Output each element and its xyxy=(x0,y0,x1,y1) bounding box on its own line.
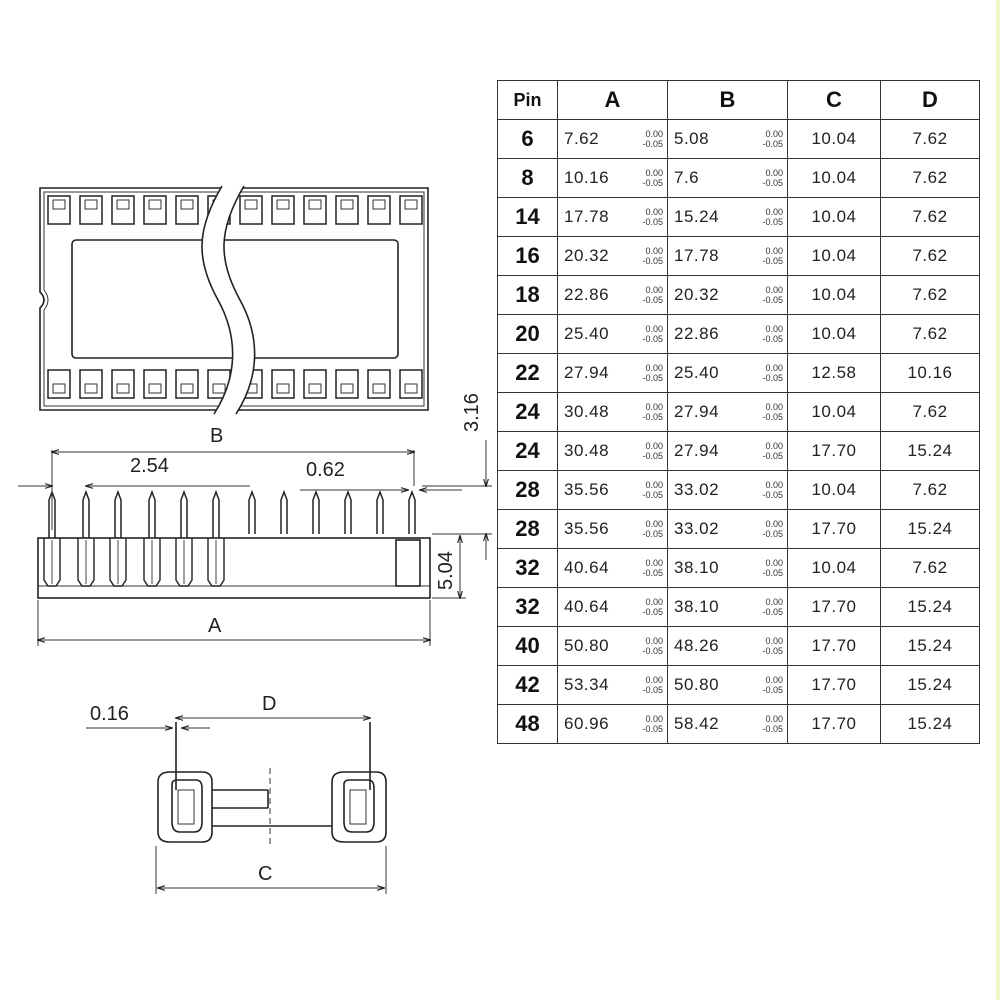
tolerance-lower: -0.05 xyxy=(762,217,783,227)
value-b: 5.08 xyxy=(674,129,710,148)
tolerance-upper: 0.00 xyxy=(645,558,663,568)
cell-d: 15.24 xyxy=(881,588,980,627)
tolerance-upper: 0.00 xyxy=(765,129,783,139)
table-row xyxy=(498,627,980,666)
cell-c: 10.04 xyxy=(788,549,881,588)
tolerance xyxy=(642,285,663,305)
tolerance xyxy=(642,597,663,617)
tolerance-lower: -0.05 xyxy=(642,490,663,500)
dimension-table xyxy=(497,80,980,744)
value-b: 38.10 xyxy=(674,597,720,616)
cell-d: 15.24 xyxy=(881,666,980,705)
tolerance-upper: 0.00 xyxy=(645,129,663,139)
value-b: 50.80 xyxy=(674,675,720,694)
value-a: 35.56 xyxy=(564,519,610,538)
side-body xyxy=(38,538,430,598)
tolerance-lower: -0.05 xyxy=(642,529,663,539)
pin-lead xyxy=(83,492,89,538)
contact-hole xyxy=(341,200,353,209)
tolerance-upper: 0.00 xyxy=(645,363,663,373)
cell-pin: 8 xyxy=(498,159,558,198)
tolerance-upper: 0.00 xyxy=(645,714,663,724)
value-a: 7.62 xyxy=(564,129,600,148)
cell-b xyxy=(668,549,788,588)
tolerance-lower: -0.05 xyxy=(762,607,783,617)
tolerance-lower: -0.05 xyxy=(762,256,783,266)
contact-hole xyxy=(85,384,97,393)
contact-hole xyxy=(149,200,161,209)
value-a: 30.48 xyxy=(564,441,610,460)
value-a: 40.64 xyxy=(564,558,610,577)
tolerance xyxy=(642,675,663,695)
tolerance-upper: 0.00 xyxy=(645,246,663,256)
cell-a xyxy=(558,666,668,705)
value-b: 22.86 xyxy=(674,324,720,343)
tolerance xyxy=(642,402,663,422)
value-b: 27.94 xyxy=(674,402,720,421)
tolerance xyxy=(762,441,783,461)
value-a: 35.56 xyxy=(564,480,610,499)
cell-d: 7.62 xyxy=(881,237,980,276)
contact-hole xyxy=(181,200,193,209)
tolerance xyxy=(642,207,663,227)
cell-d: 10.16 xyxy=(881,354,980,393)
table-row xyxy=(498,354,980,393)
tolerance-upper: 0.00 xyxy=(765,636,783,646)
tolerance-lower: -0.05 xyxy=(762,295,783,305)
tolerance xyxy=(762,402,783,422)
value-a: 60.96 xyxy=(564,714,610,733)
tolerance xyxy=(642,246,663,266)
contact-hole xyxy=(117,200,129,209)
cell-pin: 6 xyxy=(498,120,558,159)
cell-a xyxy=(558,510,668,549)
header-b: B xyxy=(668,81,788,120)
table-row xyxy=(498,549,980,588)
table-row xyxy=(498,510,980,549)
tolerance xyxy=(762,675,783,695)
table-row xyxy=(498,315,980,354)
cell-pin: 14 xyxy=(498,198,558,237)
tolerance-upper: 0.00 xyxy=(645,519,663,529)
cell-a xyxy=(558,393,668,432)
cell-c: 17.70 xyxy=(788,666,881,705)
tolerance-upper: 0.00 xyxy=(645,324,663,334)
cell-pin: 22 xyxy=(498,354,558,393)
table-row xyxy=(498,471,980,510)
tolerance xyxy=(642,324,663,344)
pin-lead xyxy=(213,492,219,538)
cell-pin: 48 xyxy=(498,705,558,744)
dim-wall-label: 0.16 xyxy=(90,703,129,725)
cell-a xyxy=(558,276,668,315)
cell-d: 7.62 xyxy=(881,276,980,315)
dim-pin-width-label: 0.62 xyxy=(306,459,345,481)
contact-hole xyxy=(341,384,353,393)
tolerance-lower: -0.05 xyxy=(762,373,783,383)
value-b: 58.42 xyxy=(674,714,720,733)
value-b: 17.78 xyxy=(674,246,720,265)
table-row xyxy=(498,432,980,471)
cell-pin: 20 xyxy=(498,315,558,354)
cell-b xyxy=(668,471,788,510)
tolerance-upper: 0.00 xyxy=(765,597,783,607)
value-a: 10.16 xyxy=(564,168,610,187)
contact-hole xyxy=(405,200,417,209)
cell-b xyxy=(668,120,788,159)
tolerance-lower: -0.05 xyxy=(642,334,663,344)
cell-b xyxy=(668,237,788,276)
table-row xyxy=(498,276,980,315)
contact-hole xyxy=(149,384,161,393)
tolerance xyxy=(642,363,663,383)
tolerance-upper: 0.00 xyxy=(765,324,783,334)
cell-a xyxy=(558,237,668,276)
table-body xyxy=(498,120,980,744)
cell-d: 7.62 xyxy=(881,315,980,354)
cell-c: 17.70 xyxy=(788,432,881,471)
value-a: 30.48 xyxy=(564,402,610,421)
value-b: 27.94 xyxy=(674,441,720,460)
cell-d: 7.62 xyxy=(881,120,980,159)
value-b: 25.40 xyxy=(674,363,720,382)
tolerance-upper: 0.00 xyxy=(645,402,663,412)
cell-b xyxy=(668,354,788,393)
tolerance-upper: 0.00 xyxy=(645,597,663,607)
tolerance-upper: 0.00 xyxy=(645,636,663,646)
pin-lead xyxy=(181,492,187,538)
cell-b xyxy=(668,315,788,354)
tolerance-upper: 0.00 xyxy=(765,168,783,178)
cell-c: 10.04 xyxy=(788,393,881,432)
cell-c: 10.04 xyxy=(788,198,881,237)
tolerance xyxy=(642,480,663,500)
tolerance xyxy=(762,519,783,539)
tolerance-lower: -0.05 xyxy=(762,412,783,422)
cell-pin: 32 xyxy=(498,549,558,588)
cell-c: 10.04 xyxy=(788,315,881,354)
tolerance-lower: -0.05 xyxy=(762,178,783,188)
top-view xyxy=(40,186,428,414)
cell-b xyxy=(668,705,788,744)
contact-hole xyxy=(405,384,417,393)
tolerance xyxy=(762,207,783,227)
cell-d: 7.62 xyxy=(881,198,980,237)
tolerance-upper: 0.00 xyxy=(645,207,663,217)
value-a: 50.80 xyxy=(564,636,610,655)
tolerance xyxy=(642,168,663,188)
table-row xyxy=(498,198,980,237)
tolerance-lower: -0.05 xyxy=(642,178,663,188)
cell-d: 15.24 xyxy=(881,627,980,666)
contact-hole xyxy=(373,384,385,393)
table-row xyxy=(498,393,980,432)
tolerance xyxy=(762,168,783,188)
cell-pin: 42 xyxy=(498,666,558,705)
contact-hole xyxy=(181,384,193,393)
tolerance-lower: -0.05 xyxy=(762,646,783,656)
cell-b xyxy=(668,159,788,198)
pin-lead xyxy=(281,492,287,534)
tolerance-upper: 0.00 xyxy=(645,675,663,685)
cell-c: 17.70 xyxy=(788,705,881,744)
cell-a xyxy=(558,120,668,159)
value-a: 22.86 xyxy=(564,285,610,304)
tolerance-upper: 0.00 xyxy=(645,168,663,178)
dim-c-label: C xyxy=(258,863,273,885)
contact-hole xyxy=(85,200,97,209)
tolerance-lower: -0.05 xyxy=(762,490,783,500)
contact-hole xyxy=(373,200,385,209)
dim-height-label: 5.04 xyxy=(435,551,457,590)
tolerance xyxy=(762,285,783,305)
cell-b xyxy=(668,432,788,471)
cell-d: 7.62 xyxy=(881,159,980,198)
tolerance xyxy=(762,558,783,578)
header-d: D xyxy=(881,81,980,120)
pin-lead xyxy=(377,492,383,534)
cell-d: 7.62 xyxy=(881,393,980,432)
contact-hole xyxy=(245,200,257,209)
cell-a xyxy=(558,471,668,510)
tolerance xyxy=(762,363,783,383)
dim-pin-len-label: 3.16 xyxy=(461,393,483,432)
contact-hole xyxy=(53,384,65,393)
pin-lead xyxy=(313,492,319,534)
cell-a xyxy=(558,354,668,393)
cell-d: 15.24 xyxy=(881,705,980,744)
tolerance-lower: -0.05 xyxy=(762,724,783,734)
tolerance xyxy=(762,480,783,500)
cell-a xyxy=(558,198,668,237)
contact-hole xyxy=(309,384,321,393)
tolerance xyxy=(762,246,783,266)
tolerance-upper: 0.00 xyxy=(765,363,783,373)
table-header-row xyxy=(498,81,980,120)
tolerance-lower: -0.05 xyxy=(642,646,663,656)
cell-a xyxy=(558,588,668,627)
tolerance-lower: -0.05 xyxy=(642,451,663,461)
tolerance-upper: 0.00 xyxy=(765,441,783,451)
tolerance-upper: 0.00 xyxy=(765,558,783,568)
value-b: 20.32 xyxy=(674,285,720,304)
tolerance-lower: -0.05 xyxy=(762,334,783,344)
cell-c: 17.70 xyxy=(788,510,881,549)
value-b: 7.6 xyxy=(674,168,700,187)
contact-hole xyxy=(277,200,289,209)
value-b: 38.10 xyxy=(674,558,720,577)
side-pins xyxy=(44,492,415,586)
cell-b xyxy=(668,198,788,237)
tolerance-lower: -0.05 xyxy=(642,412,663,422)
tolerance xyxy=(642,519,663,539)
tolerance-upper: 0.00 xyxy=(765,402,783,412)
tolerance-upper: 0.00 xyxy=(645,441,663,451)
dim-b-label: B xyxy=(210,425,224,447)
cell-d: 15.24 xyxy=(881,510,980,549)
cell-c: 17.70 xyxy=(788,627,881,666)
cell-c: 17.70 xyxy=(788,588,881,627)
tolerance-upper: 0.00 xyxy=(765,246,783,256)
side-end-block xyxy=(396,540,420,586)
tolerance-lower: -0.05 xyxy=(762,451,783,461)
cell-b xyxy=(668,666,788,705)
cell-d: 7.62 xyxy=(881,549,980,588)
cell-b xyxy=(668,627,788,666)
tolerance-upper: 0.00 xyxy=(765,714,783,724)
tolerance xyxy=(762,714,783,734)
tolerance-upper: 0.00 xyxy=(765,285,783,295)
tolerance-lower: -0.05 xyxy=(642,373,663,383)
side-view xyxy=(18,393,492,646)
value-b: 33.02 xyxy=(674,480,720,499)
end-view xyxy=(86,693,386,894)
cell-a xyxy=(558,705,668,744)
tolerance-upper: 0.00 xyxy=(765,207,783,217)
value-a: 27.94 xyxy=(564,363,610,382)
value-a: 40.64 xyxy=(564,597,610,616)
cell-a xyxy=(558,549,668,588)
cell-pin: 16 xyxy=(498,237,558,276)
cell-c: 12.58 xyxy=(788,354,881,393)
value-b: 33.02 xyxy=(674,519,720,538)
tolerance-upper: 0.00 xyxy=(645,480,663,490)
cell-pin: 24 xyxy=(498,393,558,432)
value-b: 15.24 xyxy=(674,207,720,226)
tolerance-lower: -0.05 xyxy=(762,568,783,578)
tolerance xyxy=(642,441,663,461)
contact-hole xyxy=(53,200,65,209)
dim-a-label: A xyxy=(208,615,222,637)
tolerance xyxy=(642,129,663,149)
header-c: C xyxy=(788,81,881,120)
pin-lead xyxy=(409,492,415,534)
tolerance-lower: -0.05 xyxy=(642,724,663,734)
cell-c: 10.04 xyxy=(788,237,881,276)
tolerance-lower: -0.05 xyxy=(642,217,663,227)
tolerance xyxy=(642,636,663,656)
value-a: 53.34 xyxy=(564,675,610,694)
cell-d: 15.24 xyxy=(881,432,980,471)
tolerance-upper: 0.00 xyxy=(765,519,783,529)
table-row xyxy=(498,120,980,159)
cell-c: 10.04 xyxy=(788,159,881,198)
cell-b xyxy=(668,510,788,549)
cell-pin: 18 xyxy=(498,276,558,315)
tolerance xyxy=(762,636,783,656)
cell-pin: 28 xyxy=(498,471,558,510)
dim-d-label: D xyxy=(262,693,277,715)
tolerance-upper: 0.00 xyxy=(765,480,783,490)
value-a: 20.32 xyxy=(564,246,610,265)
cell-a xyxy=(558,159,668,198)
value-a: 25.40 xyxy=(564,324,610,343)
tolerance-lower: -0.05 xyxy=(762,685,783,695)
contact-hole xyxy=(213,384,225,393)
contact-hole xyxy=(117,384,129,393)
table-row xyxy=(498,237,980,276)
cell-c: 10.04 xyxy=(788,120,881,159)
header-pin: Pin xyxy=(498,81,558,120)
table-row xyxy=(498,666,980,705)
tolerance-lower: -0.05 xyxy=(642,139,663,149)
cell-pin: 24 xyxy=(498,432,558,471)
contact-hole xyxy=(277,384,289,393)
tolerance-lower: -0.05 xyxy=(762,139,783,149)
cell-pin: 32 xyxy=(498,588,558,627)
tolerance-lower: -0.05 xyxy=(642,256,663,266)
cell-b xyxy=(668,393,788,432)
cell-c: 10.04 xyxy=(788,471,881,510)
cell-d: 7.62 xyxy=(881,471,980,510)
dim-pitch-label: 2.54 xyxy=(130,455,169,477)
tolerance-lower: -0.05 xyxy=(762,529,783,539)
tolerance-lower: -0.05 xyxy=(642,685,663,695)
tolerance-upper: 0.00 xyxy=(645,285,663,295)
tolerance-lower: -0.05 xyxy=(642,607,663,617)
cell-a xyxy=(558,432,668,471)
tolerance xyxy=(762,324,783,344)
cell-b xyxy=(668,276,788,315)
tolerance xyxy=(642,558,663,578)
cell-b xyxy=(668,588,788,627)
cell-a xyxy=(558,627,668,666)
cell-pin: 28 xyxy=(498,510,558,549)
contact-hole xyxy=(309,200,321,209)
tolerance xyxy=(762,597,783,617)
tolerance-lower: -0.05 xyxy=(642,568,663,578)
value-a: 17.78 xyxy=(564,207,610,226)
pin-lead xyxy=(115,492,121,538)
table-row xyxy=(498,159,980,198)
value-b: 48.26 xyxy=(674,636,720,655)
cell-a xyxy=(558,315,668,354)
cell-c: 10.04 xyxy=(788,276,881,315)
pin-lead xyxy=(249,492,255,534)
table-row xyxy=(498,705,980,744)
pin-lead xyxy=(345,492,351,534)
table-row xyxy=(498,588,980,627)
header-a: A xyxy=(558,81,668,120)
tolerance-upper: 0.00 xyxy=(765,675,783,685)
tolerance-lower: -0.05 xyxy=(642,295,663,305)
tolerance xyxy=(642,714,663,734)
tolerance xyxy=(762,129,783,149)
pin-lead xyxy=(149,492,155,538)
cell-pin: 40 xyxy=(498,627,558,666)
